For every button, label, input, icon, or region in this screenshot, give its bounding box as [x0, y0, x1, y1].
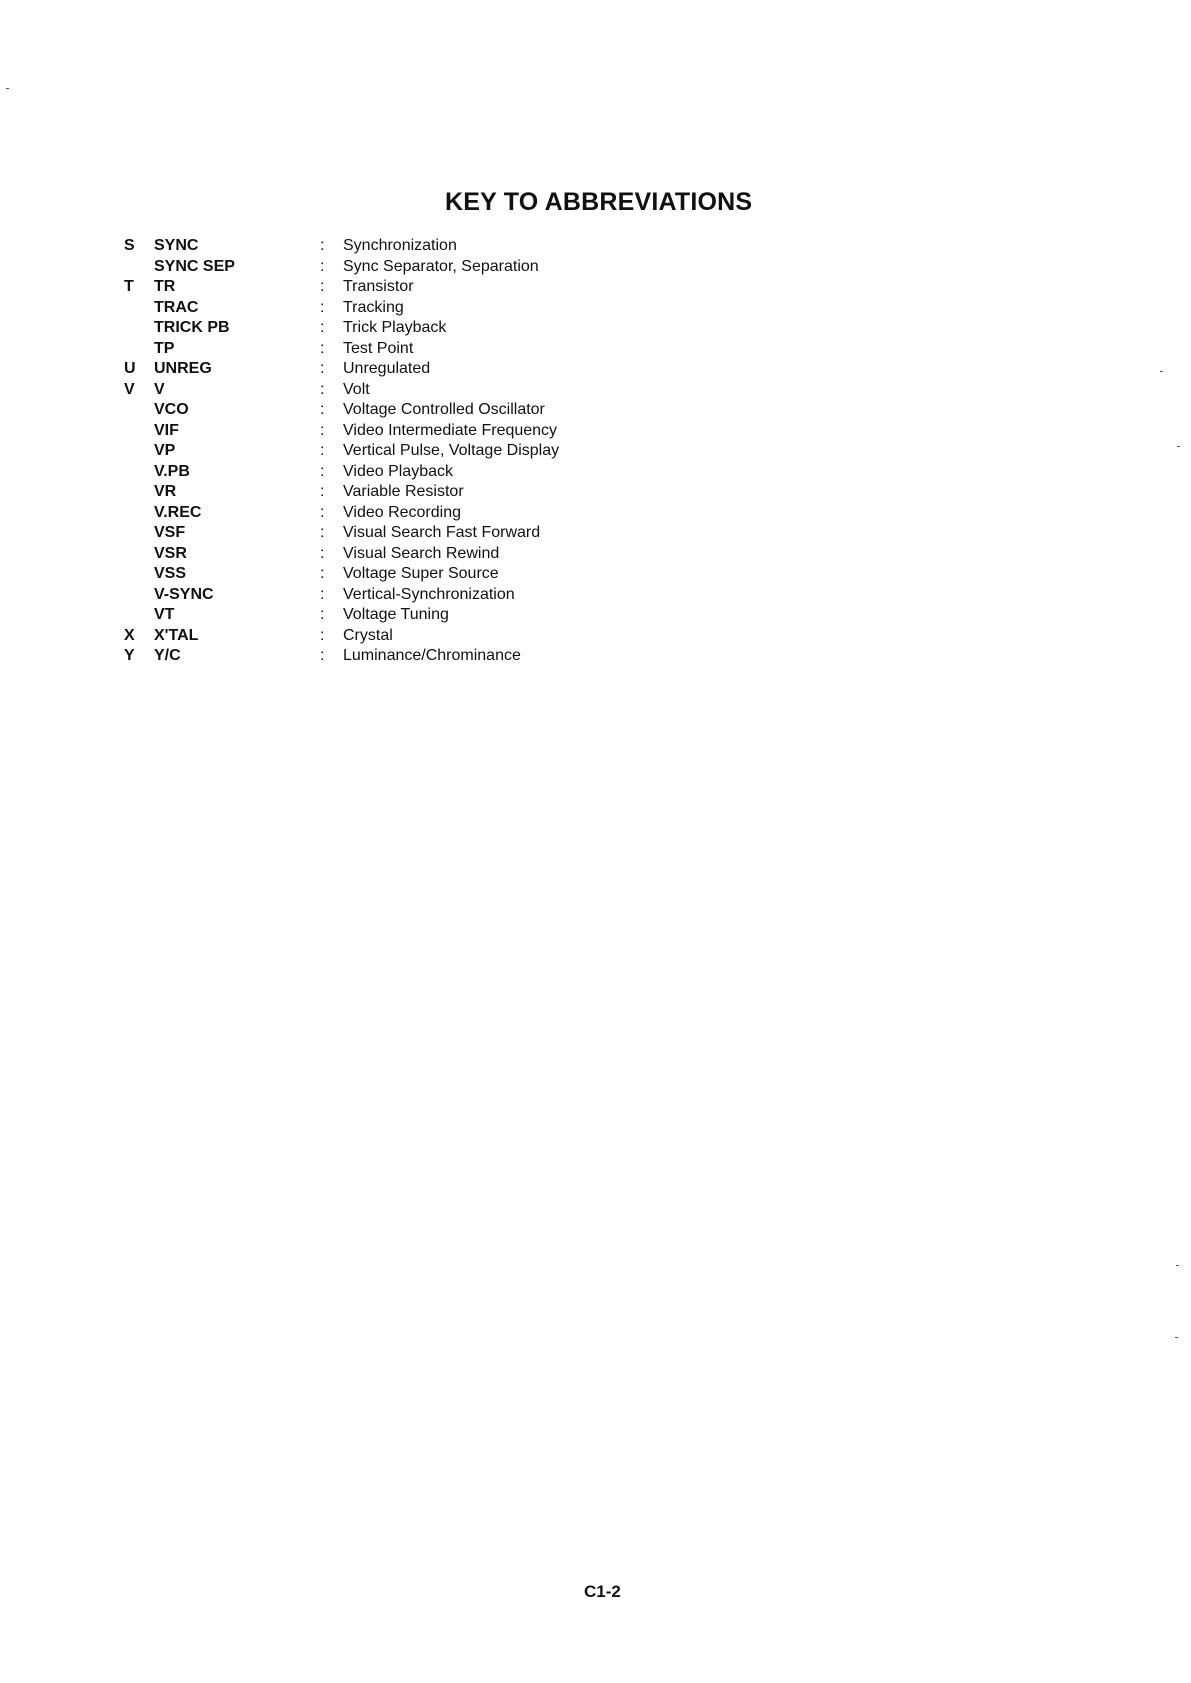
- index-letter: U: [124, 360, 136, 377]
- separator-colon: :: [320, 585, 325, 603]
- separator-colon: :: [320, 544, 325, 562]
- abbreviation-meaning: Visual Search Fast Forward: [343, 524, 541, 541]
- abbreviation-meaning: Volt: [343, 380, 370, 398]
- page-title: KEY TO ABBREVIATIONS: [445, 188, 753, 216]
- abbreviation-meaning: Video Playback: [343, 462, 453, 480]
- abbreviation: TP: [154, 339, 175, 357]
- abbreviation: TR: [154, 278, 176, 295]
- abbreviation-meaning: Crystal: [343, 626, 393, 644]
- separator-colon: :: [320, 237, 325, 254]
- abbreviation: Y/C: [154, 647, 181, 664]
- abbreviation: VR: [154, 483, 177, 500]
- abbreviation-meaning: Voltage Tuning: [343, 606, 449, 623]
- abbreviation-meaning: Test Point: [343, 339, 414, 357]
- abbreviation: VT: [154, 606, 175, 623]
- abbreviation-meaning: Visual Search Rewind: [343, 544, 500, 562]
- index-letter: S: [124, 237, 135, 254]
- abbreviation: V-SYNC: [154, 585, 214, 603]
- separator-colon: :: [320, 278, 325, 295]
- separator-colon: :: [320, 606, 325, 623]
- abbreviation-meaning: Synchronization: [343, 237, 457, 254]
- abbreviation-meaning: Vertical Pulse, Voltage Display: [343, 442, 560, 459]
- separator-colon: :: [320, 421, 325, 439]
- separator-colon: :: [320, 483, 325, 500]
- separator-colon: :: [320, 360, 325, 377]
- separator-colon: :: [320, 298, 325, 316]
- index-letter: X: [124, 626, 135, 644]
- abbreviation-meaning: Vertical-Synchronization: [343, 585, 515, 603]
- abbreviation: V.PB: [154, 462, 190, 480]
- abbreviation: SYNC: [154, 237, 199, 254]
- separator-colon: :: [320, 647, 325, 664]
- scan-speck: [1176, 1265, 1179, 1266]
- separator-colon: :: [320, 626, 325, 644]
- separator-colon: :: [320, 503, 325, 521]
- abbreviation-meaning: Tracking: [343, 298, 404, 316]
- abbreviation: VSF: [154, 524, 186, 541]
- abbreviation-meaning: Variable Resistor: [343, 483, 464, 500]
- separator-colon: :: [320, 380, 325, 398]
- index-letter: V: [124, 380, 135, 398]
- abbreviation-meaning: Unregulated: [343, 360, 431, 377]
- separator-colon: :: [320, 462, 325, 480]
- abbreviation: VSS: [154, 565, 187, 582]
- abbreviation: V.REC: [154, 503, 202, 521]
- page-number: C1-2: [584, 1582, 621, 1601]
- abbreviation: UNREG: [154, 360, 212, 377]
- abbreviation: TRICK PB: [154, 319, 230, 336]
- separator-colon: :: [320, 524, 325, 541]
- separator-colon: :: [320, 257, 325, 275]
- abbreviation: VP: [154, 442, 176, 459]
- abbreviation: TRAC: [154, 298, 199, 316]
- abbreviation: VSR: [154, 544, 187, 562]
- abbreviation-meaning: Sync Separator, Separation: [343, 257, 539, 275]
- abbreviation: VIF: [154, 421, 179, 439]
- scan-speck: [1177, 446, 1180, 447]
- abbreviation-meaning: Luminance/Chrominance: [343, 647, 521, 664]
- index-letter: Y: [124, 647, 135, 664]
- abbreviation-meaning: Video Recording: [343, 503, 462, 521]
- scan-speck: [1160, 371, 1163, 372]
- index-letter: T: [124, 278, 134, 295]
- scan-speck: [1175, 1337, 1178, 1338]
- abbreviation-meaning: Voltage Super Source: [343, 565, 499, 582]
- abbreviation: V: [154, 380, 165, 398]
- abbreviation-meaning: Video Intermediate Frequency: [343, 421, 558, 439]
- separator-colon: :: [320, 401, 325, 418]
- separator-colon: :: [320, 565, 325, 582]
- abbreviation: VCO: [154, 401, 189, 418]
- abbreviation: X'TAL: [154, 626, 199, 644]
- abbreviation-meaning: Trick Playback: [343, 319, 447, 336]
- abbreviation: SYNC SEP: [154, 257, 235, 275]
- separator-colon: :: [320, 442, 325, 459]
- abbreviation-meaning: Transistor: [343, 278, 414, 295]
- scan-speck: [6, 88, 9, 89]
- separator-colon: :: [320, 339, 325, 357]
- abbreviation-meaning: Voltage Controlled Oscillator: [343, 401, 545, 418]
- separator-colon: :: [320, 319, 325, 336]
